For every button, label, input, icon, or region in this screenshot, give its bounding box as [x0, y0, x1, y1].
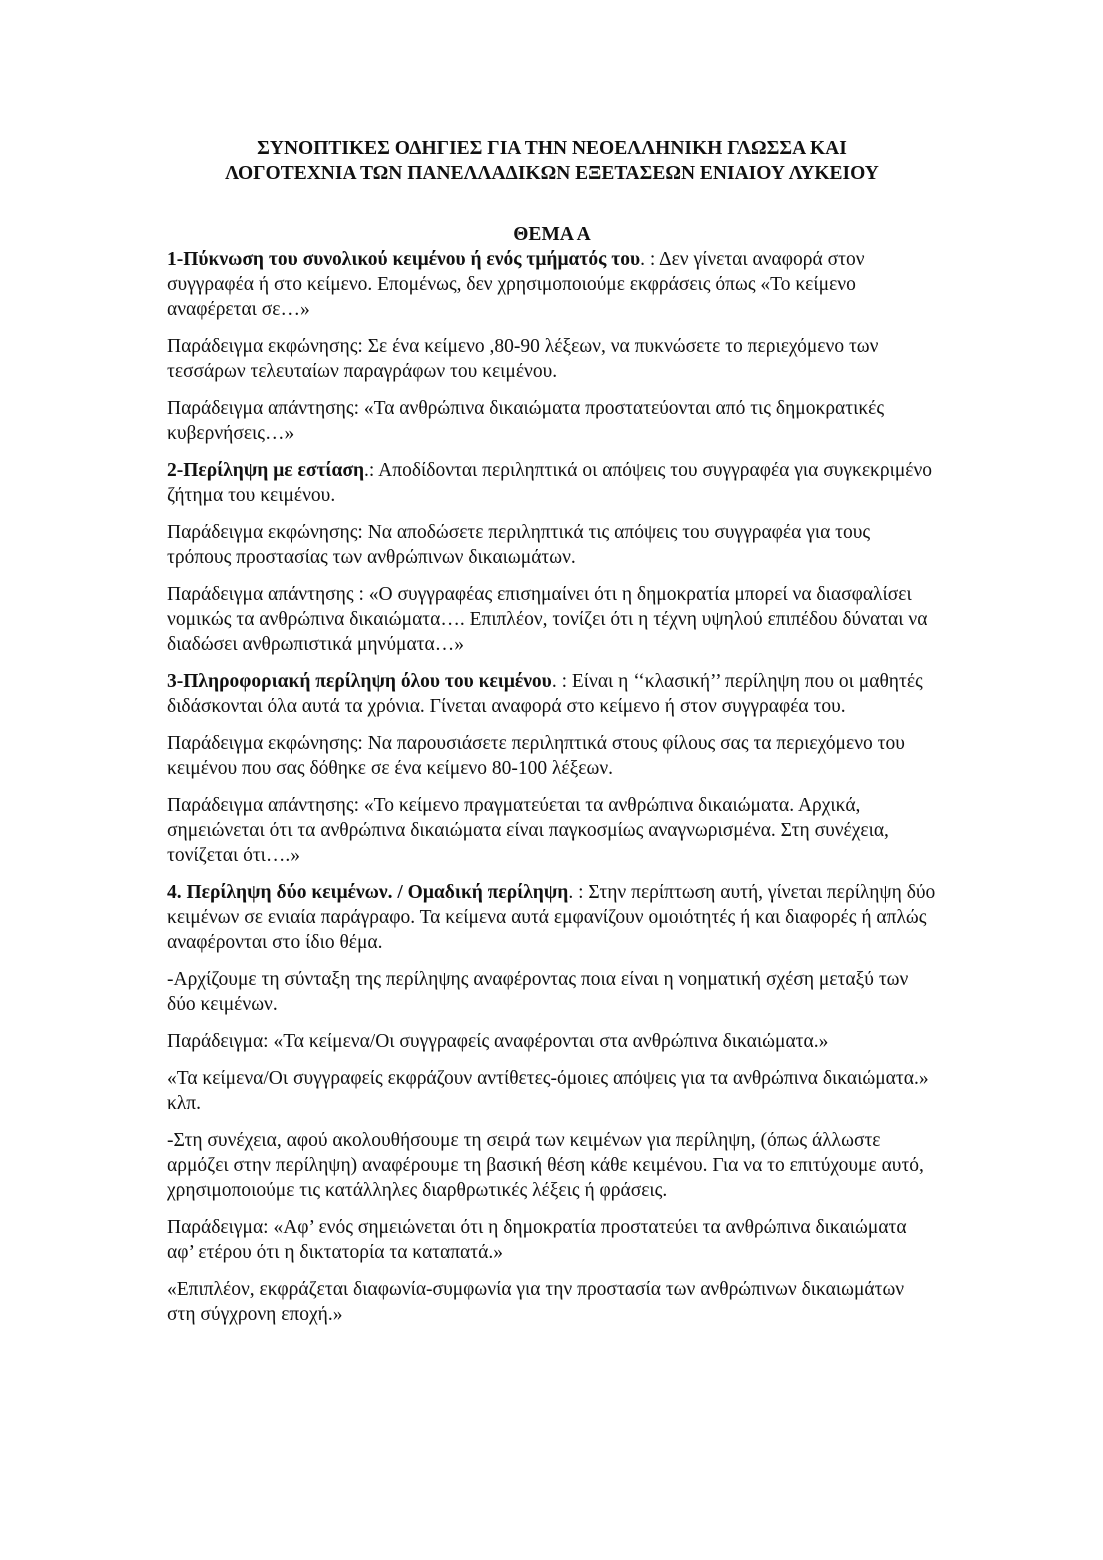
item-3-text: . : Είναι η ‘‘κλασική’’ περίληψη που οι μαθητές διδάσκονται όλα αυτά τα χρόνια. Γίνεται αναφορά στο κείμενο ή στον συγγραφέα του. — [167, 671, 923, 717]
title-line-2: ΛΟΓΟΤΕΧΝΙΑ ΤΩΝ ΠΑΝΕΛΛΑΔΙΚΩΝ ΕΞΕΤΑΣΕΩΝ ΕΝΙΑΙΟΥ ΛΥΚΕΙΟΥ — [225, 163, 879, 184]
item-1-example-prompt: Παράδειγμα εκφώνησης: Σε ένα κείμενο ,80-90 λέξεων, να πυκνώσετε το περιεχόμενο των τεσσάρων τελευταίων παραγράφων του κειμένου. — [167, 336, 879, 382]
item-4-label: 4. Περίληψη δύο κειμένων. / Ομαδική περίληψη — [167, 882, 569, 903]
item-1-paragraph — [167, 247, 937, 322]
item-3-example-answer: Παράδειγμα απάντησης: «Το κείμενο πραγματεύεται τα ανθρώπινα δικαιώματα. Αρχικά, σημειώνεται ότι τα ανθρώπινα δικαιώματα είναι παγκοσμίως αναγνωρισμένα. Στη συνέχεια, τονίζεται ότι….» — [167, 795, 889, 866]
item-2-label: 2-Περίληψη με εστίαση — [167, 460, 365, 481]
title-line-1: ΣΥΝΟΠΤΙΚΕΣ ΟΔΗΓΙΕΣ ΓΙΑ ΤΗΝ ΝΕΟΕΛΛΗΝΙΚΗ ΓΛΩΣΣΑ ΚΑΙ — [257, 138, 847, 159]
item-1-text: . : Δεν γίνεται αναφορά στον συγγραφέα ή στο κείμενο. Επομένως, δεν χρησιμοποιούμε εκφράσεις όπως «Το κείμενο αναφέρεται σε…» — [167, 249, 865, 320]
item-4-paragraph — [167, 880, 937, 955]
section-heading: ΘΕΜΑ Α — [513, 224, 591, 245]
item-3-paragraph — [167, 669, 937, 719]
item-4-example-3: Παράδειγμα: «Αφ’ ενός σημειώνεται ότι η δημοκρατία προστατεύει τα ανθρώπινα δικαιώματα αφ’ ετέρου ότι η δικτατορία τα καταπατά.» — [167, 1217, 907, 1263]
item-2-text: .: Αποδίδονται περιληπτικά οι απόψεις του συγγραφέα για συγκεκριμένο ζήτημα του κειμένου. — [167, 460, 933, 506]
item-2-example-answer: Παράδειγμα απάντησης : «Ο συγγραφέας επισημαίνει ότι η δημοκρατία μπορεί να διασφαλίσει νομικώς τα ανθρώπινα δικαιώματα…. Επιπλέον, τονίζει ότι η τέχνη υψηλού επιπέδου δύναται να διαδώσει ανθρωπιστικά μηνύματα…» — [167, 584, 928, 655]
item-3-example-prompt: Παράδειγμα εκφώνησης: Να παρουσιάσετε περιληπτικά στους φίλους σας τα περιεχόμενο του κειμένου που σας δόθηκε σε ένα κείμενο 80-100 λέξεων. — [167, 733, 905, 779]
item-4-example-4: «Επιπλέον, εκφράζεται διαφωνία-συμφωνία για την προστασία των ανθρώπινων δικαιωμάτων στη σύγχρονη εποχή.» — [167, 1279, 905, 1325]
item-4-example-2: «Τα κείμενα/Οι συγγραφείς εκφράζουν αντίθετες-όμοιες απόψεις για τα ανθρώπινα δικαιώματα.» κλπ. — [167, 1068, 929, 1114]
item-3-label: 3-Πληροφοριακή περίληψη όλου του κειμένου — [167, 671, 552, 692]
item-4-step-1: -Αρχίζουμε τη σύνταξη της περίληψης αναφέροντας ποια είναι η νοηματική σχέση μεταξύ των δύο κειμένων. — [167, 969, 909, 1015]
item-4-step-2: -Στη συνέχεια, αφού ακολουθήσουμε τη σειρά των κειμένων για περίληψη, (όπως άλλωστε αρμόζει στην περίληψη) αναφέρουμε τη βασική θέση κάθε κειμένου. Για να το επιτύχουμε αυτό, χρησιμοποιούμε τις κατάλληλες διαρθρωτικές λέξεις ή φράσεις. — [167, 1130, 924, 1201]
item-4-example-1: Παράδειγμα: «Τα κείμενα/Οι συγγραφείς αναφέρονται στα ανθρώπινα δικαιώματα.» — [167, 1031, 829, 1052]
item-1-example-answer: Παράδειγμα απάντησης: «Τα ανθρώπινα δικαιώματα προστατεύονται από τις δημοκρατικές κυβερνήσεις…» — [167, 398, 885, 444]
item-2-example-prompt: Παράδειγμα εκφώνησης: Να αποδώσετε περιληπτικά τις απόψεις του συγγραφέα για τους τρόπους προστασίας των ανθρώπινων δικαιωμάτων. — [167, 522, 871, 568]
item-4-text: . : Στην περίπτωση αυτή, γίνεται περίληψη δύο κειμένων σε ενιαία παράγραφο. Τα κείμενα αυτά εμφανίζουν ομοιότητές ή και διαφορές ή απλώς αναφέρονται στο ίδιο θέμα. — [167, 882, 936, 953]
document-title — [167, 136, 937, 186]
document-body — [167, 136, 937, 1327]
item-2-paragraph — [167, 458, 937, 508]
item-1-label: 1-Πύκνωση του συνολικού κειμένου ή ενός τμήματός του — [167, 249, 641, 270]
